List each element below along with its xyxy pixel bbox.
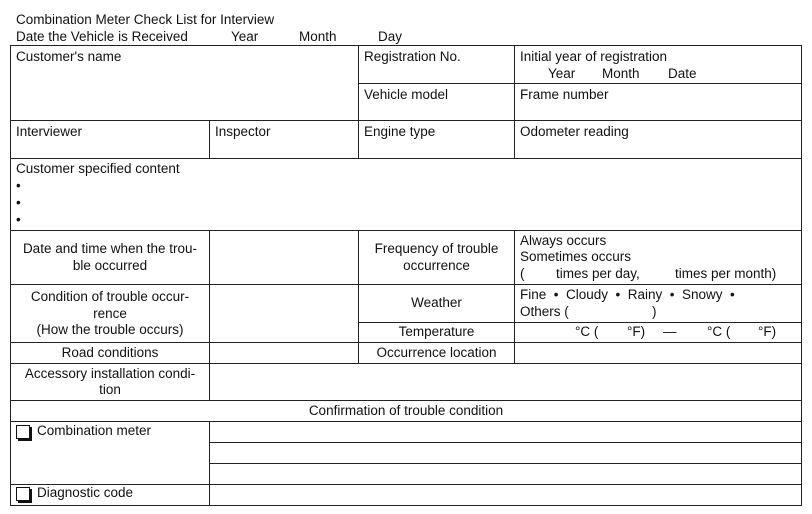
combination-meter-label: Combination meter — [37, 423, 152, 438]
col-divider-trouble-left — [209, 230, 210, 400]
row-divider-meter-line3 — [209, 463, 802, 464]
row-divider-accessory — [10, 363, 802, 364]
temperature-label: Temperature — [398, 324, 475, 339]
row-divider-combination-meter — [10, 421, 802, 422]
diagnostic-code-checkbox[interactable] — [16, 487, 30, 501]
initial-year-label: Initial year of registration — [520, 49, 668, 64]
temp-fahrenheit-2: °F) — [758, 324, 777, 339]
confirmation-title: Confirmation of trouble condition — [308, 403, 504, 418]
table-bottom-border — [10, 505, 802, 506]
weather-label: Weather — [411, 295, 462, 310]
row-divider-meter-line2 — [209, 442, 802, 443]
row-divider-interviewer — [10, 120, 802, 121]
sometimes-occurs-option: Sometimes occurs — [520, 249, 632, 264]
table-right-border — [801, 45, 802, 506]
initial-year-month-label: Month — [602, 66, 640, 81]
col-divider-trouble-right — [514, 230, 515, 363]
vehicle-model-label: Vehicle model — [364, 87, 449, 102]
temp-fahrenheit-1: °F) — [627, 324, 646, 339]
accessory-label-line2: tion — [99, 382, 121, 397]
customer-content-bullet: • — [16, 195, 21, 210]
initial-year-date-label: Date — [668, 66, 697, 81]
col-divider-inspector — [209, 120, 210, 158]
date-time-label-line1: Date and time when the trou- — [22, 241, 198, 256]
engine-type-label: Engine type — [364, 124, 436, 139]
row-divider-temperature — [358, 322, 802, 323]
row-divider-customer-content — [10, 158, 802, 159]
frequency-label-line2: occurrence — [403, 258, 470, 273]
row-divider-vehicle-model — [358, 83, 802, 84]
frequency-label-line1: Frequency of trouble — [374, 241, 499, 256]
received-date-label: Date the Vehicle is Received — [16, 29, 188, 44]
table-top-border — [10, 45, 802, 46]
registration-no-label: Registration No. — [364, 49, 461, 64]
times-open-paren: ( — [520, 266, 525, 281]
col-divider-initial-year — [514, 45, 515, 158]
weather-others-close: ) — [652, 304, 657, 319]
condition-label-line3: (How the trouble occurs) — [36, 322, 184, 337]
times-per-month-label: times per month) — [675, 266, 777, 281]
row-divider-road — [10, 342, 802, 343]
received-year-label: Year — [231, 29, 259, 44]
weather-others-label: Others ( — [520, 304, 569, 319]
always-occurs-option: Always occurs — [520, 233, 607, 248]
combination-meter-checkbox[interactable] — [16, 425, 30, 439]
form-title: Combination Meter Check List for Interview — [16, 12, 275, 27]
temp-celsius-2: °C ( — [707, 324, 731, 339]
road-conditions-label: Road conditions — [61, 345, 159, 360]
customer-content-bullet: • — [16, 212, 21, 227]
table-left-border — [10, 45, 11, 506]
row-divider-condition — [10, 284, 802, 285]
weather-options: Fine • Cloudy • Rainy • Snowy • — [520, 287, 735, 302]
customer-content-bullet: • — [16, 178, 21, 193]
temp-range-dash: — — [663, 324, 677, 339]
customer-content-label: Customer specified content — [16, 161, 180, 176]
row-divider-confirmation — [10, 400, 802, 401]
initial-year-year-label: Year — [548, 66, 576, 81]
condition-label-line1: Condition of trouble occur- — [30, 289, 190, 304]
row-divider-date-time — [10, 230, 802, 231]
times-per-day-label: times per day, — [556, 266, 640, 281]
temp-celsius-1: °C ( — [575, 324, 599, 339]
condition-label-line2: rence — [93, 306, 127, 321]
interviewer-label: Interviewer — [16, 124, 83, 139]
frame-number-label: Frame number — [520, 87, 609, 102]
occurrence-location-label: Occurrence location — [376, 345, 497, 360]
date-time-label-line2: ble occurred — [72, 258, 148, 273]
odometer-label: Odometer reading — [520, 124, 629, 139]
received-day-label: Day — [378, 29, 403, 44]
received-month-label: Month — [299, 29, 337, 44]
accessory-label-line1: Accessory installation condi- — [24, 366, 196, 381]
customer-name-label: Customer's name — [16, 49, 122, 64]
diagnostic-code-label: Diagnostic code — [37, 485, 134, 500]
col-divider-confirmation — [209, 421, 210, 506]
inspector-label: Inspector — [215, 124, 271, 139]
col-divider-registration — [358, 45, 359, 158]
